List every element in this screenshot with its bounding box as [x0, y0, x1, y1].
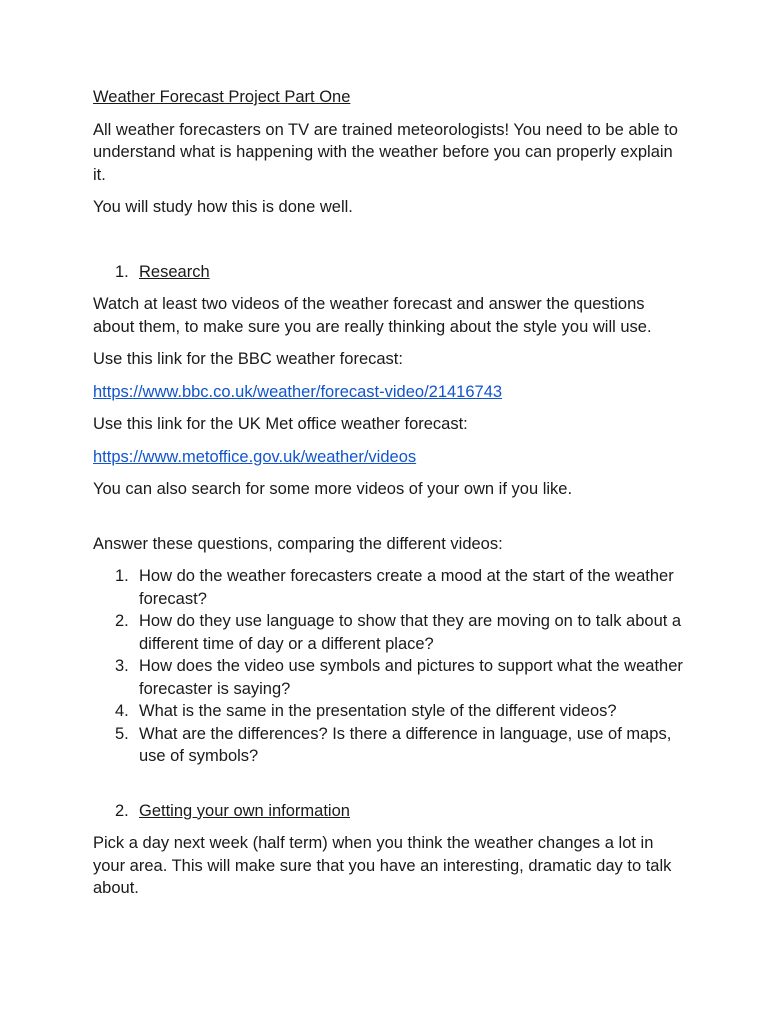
met-link-line: [93, 446, 683, 469]
bbc-link-line: [93, 381, 683, 404]
blank-line: [93, 778, 683, 800]
list-item: [93, 610, 683, 655]
section-heading-own-information: [93, 800, 683, 823]
own-information-paragraph: Pick a day next week (half term) when you think the weather changes a lot in your area. This will make sure that you have an interesting, dramatic day to talk about.: [93, 834, 672, 897]
blank-line: [93, 511, 683, 533]
section-heading-text: Research: [139, 262, 210, 281]
intro-paragraph-2: You will study how this is done well.: [93, 198, 353, 216]
list-item-number: 1.: [115, 567, 129, 585]
blank-line: [93, 229, 683, 261]
section-heading-text: Getting your own information: [139, 801, 350, 820]
questions-intro: Answer these questions, comparing the different videos:: [93, 534, 503, 553]
list-item-number: 2.: [115, 612, 129, 630]
section-number: 2.: [115, 801, 129, 820]
list-item-text: How do the weather forecasters create a mood at the start of the weather forecast?: [139, 567, 674, 608]
list-item: [93, 723, 683, 768]
section-heading-research: [93, 261, 683, 284]
list-item-text: How does the video use symbols and pictures to support what the weather forecaster is saying?: [139, 657, 683, 698]
document-page: [93, 86, 683, 910]
met-link-label: Use this link for the UK Met office weather forecast:: [93, 415, 468, 433]
document-title: Weather Forecast Project Part One: [93, 88, 351, 106]
list-item: [93, 700, 683, 723]
list-item-number: 4.: [115, 702, 129, 720]
research-paragraph: Watch at least two videos of the weather forecast and answer the questions about them, to make sure you are really thinking about the style you will use.: [93, 295, 652, 336]
section-number: 1.: [115, 262, 129, 281]
met-office-link[interactable]: https://www.metoffice.gov.uk/weather/videos: [93, 447, 417, 466]
list-item: [93, 655, 683, 700]
bbc-forecast-link[interactable]: https://www.bbc.co.uk/weather/forecast-video/21416743: [93, 382, 503, 401]
list-item: [93, 565, 683, 610]
intro-paragraph: All weather forecasters on TV are trained meteorologists! You need to be able to understand what is happening with the weather before you can properly explain it.: [93, 120, 678, 184]
list-item-text: What is the same in the presentation style of the different videos?: [139, 702, 617, 720]
search-paragraph: You can also search for some more videos of your own if you like.: [93, 480, 573, 498]
questions-list: [93, 565, 683, 768]
list-item-text: What are the differences? Is there a difference in language, use of maps, use of symbols?: [139, 724, 672, 765]
list-item-number: 5.: [115, 724, 129, 743]
list-item-text: How do they use language to show that they are moving on to talk about a different time of day or a different place?: [139, 612, 682, 653]
list-item-number: 3.: [115, 657, 129, 675]
bbc-link-label: Use this link for the BBC weather forecast:: [93, 350, 403, 368]
